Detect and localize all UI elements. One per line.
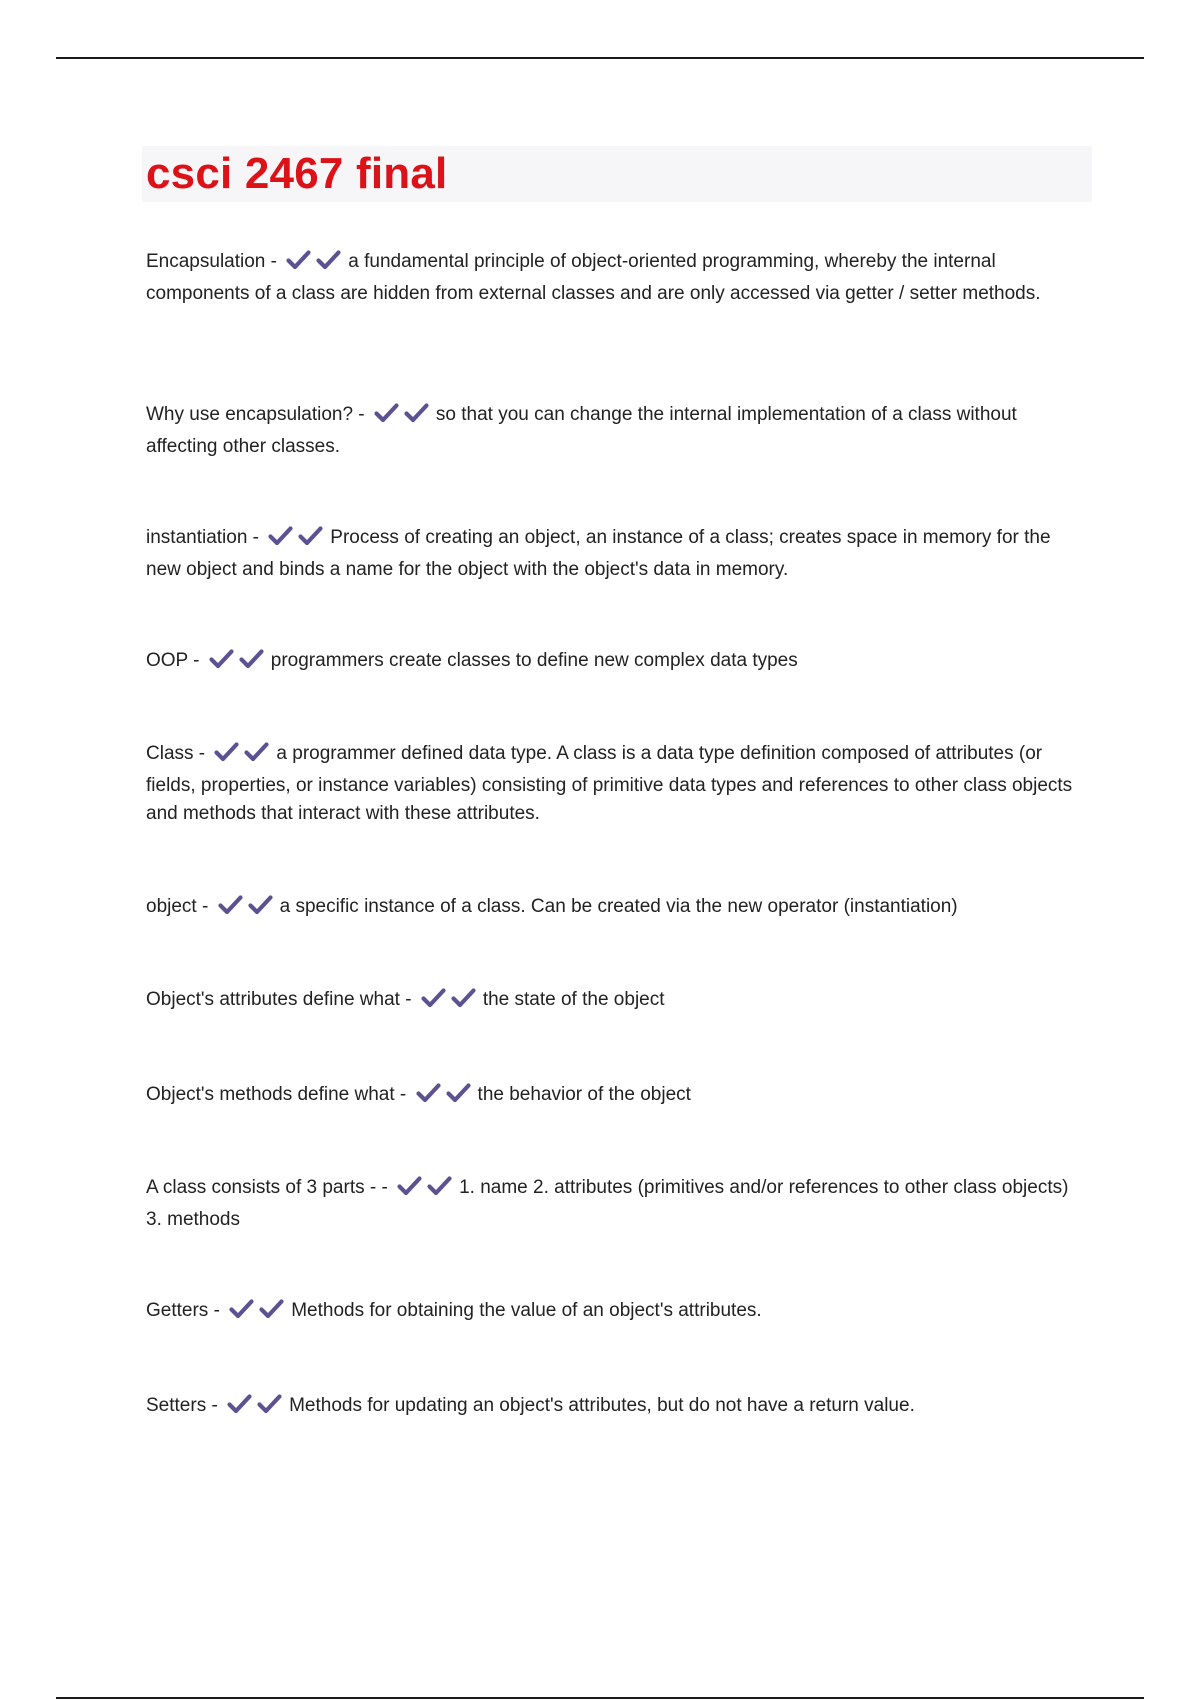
check-pair	[227, 1394, 287, 1424]
check-mark-icon	[248, 895, 273, 915]
card-answer: a programmer defined data type. A class is a data type definition composed of attributes (or fields, properties, or instance variables) consisting of primitive data types and references to other class objects and methods that interact with these attributes.	[146, 743, 1073, 824]
check-mark-icon	[298, 526, 323, 546]
card-term: Object's methods define what	[146, 1084, 395, 1105]
card-term: Setters	[146, 1395, 207, 1416]
check-pair	[209, 649, 269, 679]
flashcard-setters	[146, 1392, 1076, 1424]
check-mark-icon	[218, 895, 243, 915]
card-term: Encapsulation	[146, 251, 266, 272]
term-separator: -	[196, 896, 209, 917]
card-term: Getters	[146, 1300, 209, 1321]
check-mark-icon	[446, 1083, 471, 1103]
check-mark-icon	[257, 1394, 282, 1414]
card-term: Object's attributes define what	[146, 989, 400, 1010]
term-separator: -	[399, 989, 412, 1010]
flashcard-encapsulation	[146, 248, 1076, 308]
term-separator: -	[206, 1395, 218, 1416]
check-pair	[374, 403, 434, 433]
check-mark-icon	[229, 1299, 254, 1319]
card-term: Why use encapsulation?	[146, 404, 354, 425]
check-pair	[286, 250, 346, 280]
check-pair	[229, 1299, 289, 1329]
check-mark-icon	[268, 526, 293, 546]
card-term: object	[146, 896, 197, 917]
flashcard-object	[146, 893, 1076, 925]
check-pair	[214, 742, 274, 772]
term-separator: -	[193, 743, 206, 764]
card-answer: the state of the object	[482, 989, 665, 1010]
check-mark-icon	[227, 1394, 252, 1414]
card-term: Class	[146, 743, 194, 764]
check-mark-icon	[397, 1176, 422, 1196]
flashcard-object-attributes	[146, 986, 1076, 1018]
card-term: A class consists of 3 parts -	[146, 1177, 377, 1198]
term-separator: -	[376, 1177, 388, 1198]
term-separator: -	[187, 650, 200, 671]
card-answer: a specific instance of a class. Can be created via the new operator (instantiation)	[279, 896, 958, 917]
check-mark-icon	[259, 1299, 284, 1319]
check-mark-icon	[404, 403, 429, 423]
term-separator: -	[394, 1084, 407, 1105]
term-separator: -	[265, 251, 277, 272]
card-answer: Methods for updating an object's attributes, but do not have a return value.	[289, 1395, 915, 1416]
document-title: csci 2467 final	[146, 149, 448, 198]
check-pair	[268, 526, 328, 556]
card-answer: Methods for obtaining the value of an object's attributes.	[291, 1300, 762, 1321]
flashcard-instantiation	[146, 524, 1076, 584]
card-answer: the behavior of the object	[477, 1084, 691, 1105]
check-mark-icon	[316, 250, 341, 270]
check-mark-icon	[416, 1083, 441, 1103]
check-pair	[218, 895, 278, 925]
check-mark-icon	[244, 742, 269, 762]
check-mark-icon	[286, 250, 311, 270]
check-mark-icon	[451, 988, 476, 1008]
flashcard-class	[146, 740, 1076, 829]
card-answer: Process of creating an object, an instance of a class; creates space in memory for the new object and binds a name for the object with the object's data in memory.	[146, 527, 1051, 580]
check-mark-icon	[239, 649, 264, 669]
flashcard-why-use-encapsulation	[146, 401, 1076, 461]
card-answer: programmers create classes to define new complex data types	[270, 650, 798, 671]
check-pair	[416, 1083, 476, 1113]
check-pair	[397, 1176, 457, 1206]
check-mark-icon	[209, 649, 234, 669]
check-mark-icon	[421, 988, 446, 1008]
check-mark-icon	[374, 403, 399, 423]
flashcard-object-methods	[146, 1081, 1076, 1113]
check-mark-icon	[427, 1176, 452, 1196]
card-answer: 1. name 2. attributes (primitives and/or references to other class objects) 3. methods	[146, 1177, 1069, 1230]
term-separator: -	[208, 1300, 220, 1321]
flashcard-oop	[146, 647, 1076, 679]
card-term: instantiation	[146, 527, 248, 548]
check-pair	[421, 988, 481, 1018]
flashcard-class-parts	[146, 1174, 1076, 1234]
term-separator: -	[353, 404, 365, 425]
card-term: OOP	[146, 650, 188, 671]
top-rule	[56, 57, 1144, 59]
flashcard-getters	[146, 1297, 1076, 1329]
card-answer: so that you can change the internal implementation of a class without affecting other classes.	[146, 404, 1017, 457]
card-answer: a fundamental principle of object-oriented programming, whereby the internal components of a class are hidden from external classes and are only accessed via getter / setter methods.	[146, 251, 1041, 304]
term-separator: -	[247, 527, 260, 548]
check-mark-icon	[214, 742, 239, 762]
bottom-rule	[56, 1697, 1144, 1699]
